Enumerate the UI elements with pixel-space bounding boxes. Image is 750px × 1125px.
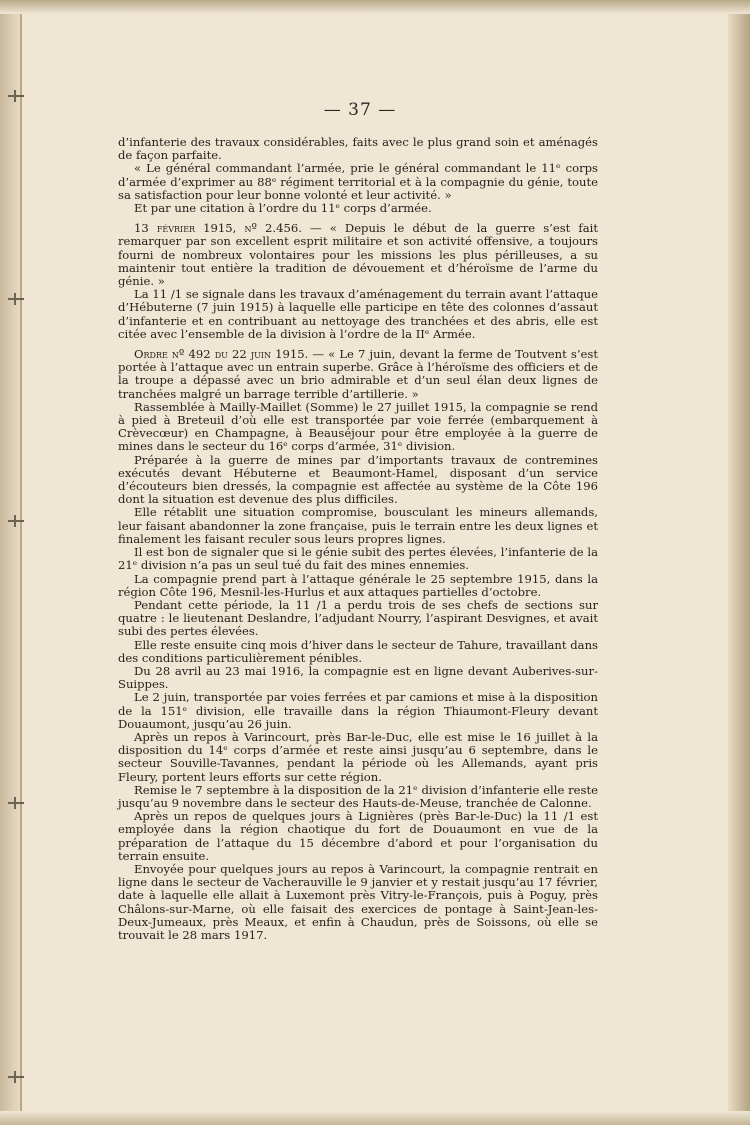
page-top-edge xyxy=(0,0,750,14)
paragraph: Préparée à la guerre de mines par d’importants travaux de contremines exécutés devant Hébuterne et Beaumont-Hamel, disposant d’un service d’écouteurs bien dressés, la compagnie est affectée au système de la Côte 196 dont la situation est devenue des plus difficiles. xyxy=(118,452,598,507)
citation-heading: 13 février 1915, nº 2.456. — xyxy=(134,221,322,236)
body-text xyxy=(118,136,598,942)
paragraph: Après un repos à Varincourt, près Bar-le-Duc, elle est mise le 16 juillet à la disposition du 14ᵉ corps d’armée et reste ainsi jusqu’au 6 septembre, dans le secteur Souville-Tavannes, pendant la période où les Allemands, ayant pris Fleury, portent leurs efforts sur cette région. xyxy=(118,729,598,784)
citation-paragraph xyxy=(118,222,598,288)
binding-edge xyxy=(20,0,22,1125)
paragraph: Rassemblée à Mailly-Maillet (Somme) le 27 juillet 1915, la compagnie se rend à pied à Breteuil d’où elle est transportée par voie ferrée (embarquement à Crèvecœur) en Champagne, à Beauséjour pour être employée à la guerre de mines dans le secteur du 16ᵉ corps d’armée, 31ᵉ division. xyxy=(118,399,598,454)
paragraph: Elle rétablit une situation compromise, bousculant les mineurs allemands, leur faisant abandonner la zone française, puis le terrain entre les deux lignes et finalement les faisant reculer sous leurs propres lignes. xyxy=(118,505,598,546)
paragraph: Et par une citation à l’ordre du 11ᵉ corps d’armée. xyxy=(134,201,432,216)
paragraph: « Le général commandant l’armée, prie le général commandant le 11ᵉ corps d’armée d’exprimer au 88ᵉ régiment territorial et à la compagnie du génie, toute sa satisfaction pour leur bonne volonté et leur activité. » xyxy=(118,161,598,202)
order-text: « Le 7 juin, devant la ferme de Toutvent s’est portée à l’attaque avec un entrain superbe. Grâce à l’héroïsme des officiers et de la troupe a dépassé avec un brio admirable et d’un seul élan deux lignes de tranchées malgré un barrage terrible d’artillerie. » xyxy=(118,347,598,401)
page-number: — 37 — xyxy=(323,100,397,120)
page-bottom-edge xyxy=(0,1111,750,1125)
binding-staple-icon xyxy=(8,802,24,812)
order-paragraph xyxy=(118,348,598,401)
paragraph: La compagnie prend part à l’attaque générale le 25 septembre 1915, dans la région Côte 196, Mesnil-les-Hurlus et aux attaques partielles d’octobre. xyxy=(118,571,598,599)
paragraph: Il est bon de signaler que si le génie subit des pertes élevées, l’infanterie de la 21ᵉ division n’a pas un seul tué du fait des mines ennemies. xyxy=(118,545,598,573)
page-right-edge xyxy=(728,0,750,1125)
binding-staple-icon xyxy=(8,298,24,308)
page-gutter xyxy=(0,0,20,1125)
paragraph: d’infanterie des travaux considérables, faits avec le plus grand soin et aménagés de façon parfaite. xyxy=(118,135,598,163)
paragraph: Pendant cette période, la 11 /1 a perdu trois de ses chefs de sections sur quatre : le lieutenant Deslandre, l’adjudant Nourry, l’aspirant Desvignes, et avait subi des pertes élevées. xyxy=(118,597,598,639)
citation-text: « Depuis le début de la guerre s’est fait remarquer par son excellent esprit militaire et son activité offensive, a toujours fourni de nombreux volontaires pour les missions les plus périlleuses, a su maintenir tout entière la tradition de dévouement et d’héroïsme de l’arme du génie. » xyxy=(118,221,598,289)
paragraph: Envoyée pour quelques jours au repos à Varincourt, la compagnie rentrait en ligne dans le secteur de Vacherauville le 9 janvier et y restait jusqu’au 17 février, date à laquelle elle allait à Luxemont près Vitry-le-François, puis à Poguy, près Châlons-sur-Marne, où elle faisait des exercices de pontage à Saint-Jean-les-Deux-Jumeaux, près Meaux, et enfin à Chaudun, près de Soissons, où elle se trouvait le 28 mars 1917. xyxy=(118,861,598,942)
paragraph: Elle reste ensuite cinq mois d’hiver dans le secteur de Tahure, travaillant dans des conditions particulièrement pénibles. xyxy=(118,637,598,665)
paragraph: Du 28 avril au 23 mai 1916, la compagnie est en ligne devant Auberives-sur-Suippes. xyxy=(118,663,598,692)
paragraph: Remise le 7 septembre à la disposition de la 21ᵉ division d’infanterie elle reste jusqu’au 9 novembre dans le secteur des Hauts-de-Meuse, tranchée de Calonne. xyxy=(118,782,598,810)
paragraph: La 11 /1 se signale dans les travaux d’aménagement du terrain avant l’attaque d’Hébuterne (7 juin 1915) à laquelle elle participe en tête des colonnes d’assaut d’infanterie et en contribuant au nettoyage des tranchées et des abris, elle est citée avec l’ensemble de la division à l’ordre de la IIᵉ Armée. xyxy=(118,287,598,341)
paragraph: Après un repos de quelques jours à Lignières (près Bar-le-Duc) la 11 /1 est employée dans la région chaotique du fort de Douaumont en vue de la préparation de l’attaque du 15 décembre d’abord et pour l’organisation du terrain ensuite. xyxy=(118,809,598,863)
binding-staple-icon xyxy=(8,520,24,530)
binding-staple-icon xyxy=(8,1076,24,1086)
order-heading: Ordre nº 492 du 22 juin 1915. — xyxy=(134,347,324,362)
paragraph: Le 2 juin, transportée par voies ferrées et par camions et mise à la disposition de la 151ᵉ division, elle travaille dans la région Thiaumont-Fleury devant Douaumont, jusqu’au 26 juin. xyxy=(118,690,598,731)
